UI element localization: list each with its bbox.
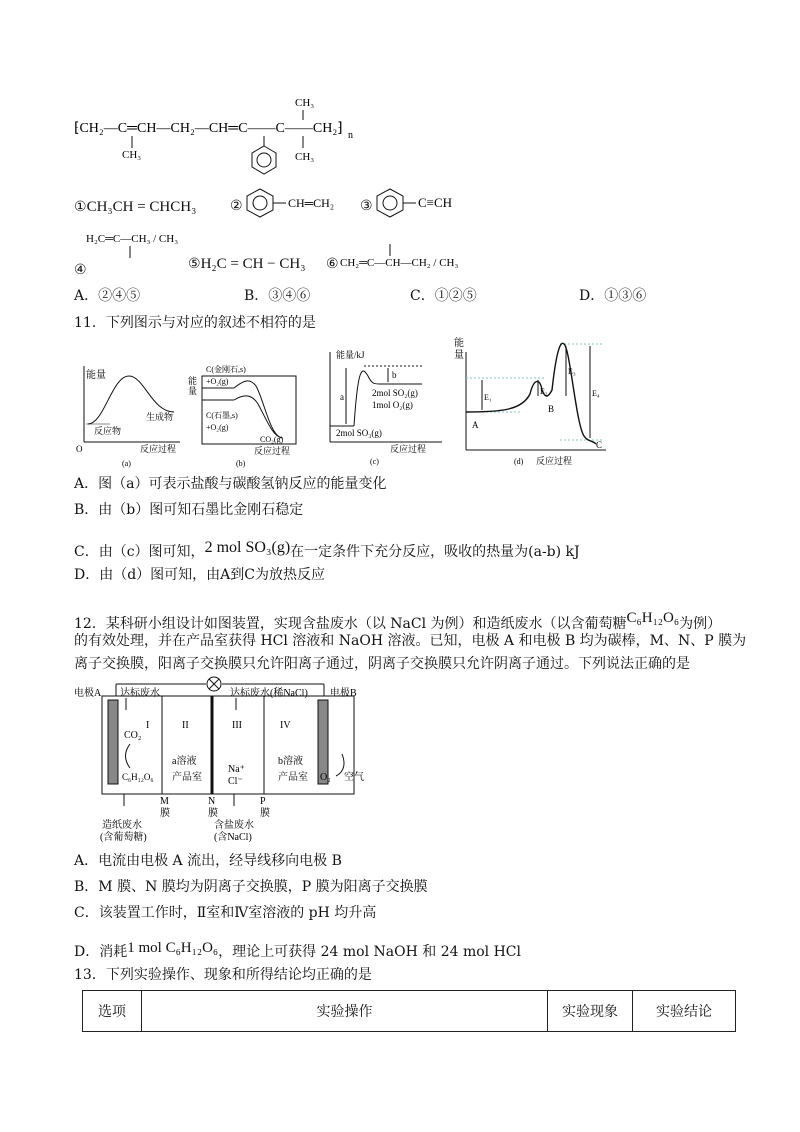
svg-text:量: 量 bbox=[454, 350, 464, 361]
svg-text:膜: 膜 bbox=[160, 808, 170, 819]
svg-text:造纸废水: 造纸废水 bbox=[102, 820, 142, 831]
q12-stem-line1: 12．某科研小组设计如图装置，实现含盐废水（以 NaCl 为例）和造纸废水（以含葡萄糖C₆H₁₂O₆为例） bbox=[74, 610, 722, 632]
svg-text:2mol SO₂(g): 2mol SO₂(g) bbox=[372, 388, 418, 398]
svg-text:II: II bbox=[182, 720, 189, 731]
svg-text:O: O bbox=[76, 444, 83, 454]
benzene-ring-icon bbox=[377, 189, 403, 217]
svg-text:量: 量 bbox=[188, 386, 198, 396]
monomer-4-structure bbox=[86, 228, 196, 274]
header-conclusion: 实验结论 bbox=[633, 991, 736, 1032]
q12-option-c[interactable]: C．该装置工作时，Ⅱ室和Ⅳ室溶液的 pH 均升高 bbox=[74, 905, 377, 921]
svg-text:CH₂═C—CH—CH₂ / CH₃: CH₂═C—CH—CH₂ / CH₃ bbox=[340, 257, 459, 269]
svg-text:a溶液: a溶液 bbox=[172, 756, 197, 767]
svg-text:+O₂(g): +O₂(g) bbox=[206, 377, 229, 386]
svg-text:膜: 膜 bbox=[260, 808, 270, 819]
svg-text:E₂: E₂ bbox=[540, 387, 548, 396]
svg-text:达标废水: 达标废水 bbox=[120, 688, 160, 699]
q11-option-a[interactable]: A．图（a）可表示盐酸与碳酸氢钠反应的能量变化 bbox=[74, 476, 387, 492]
q13-stem: 13．下列实验操作、现象和所得结论均正确的是 bbox=[74, 967, 372, 983]
q10-option-b[interactable]: B．③④⑥ bbox=[244, 288, 311, 304]
svg-text:O₂: O₂ bbox=[320, 772, 331, 783]
svg-text:(c): (c) bbox=[370, 457, 379, 466]
q10-option-c[interactable]: C．①②⑤ bbox=[410, 288, 477, 304]
monomer-6-structure bbox=[340, 230, 480, 274]
q10-option-a[interactable]: A．②④⑤ bbox=[74, 288, 141, 304]
monomer-4: ④ bbox=[74, 262, 87, 278]
header-operation: 实验操作 bbox=[142, 991, 548, 1032]
svg-text:反应过程: 反应过程 bbox=[254, 446, 291, 456]
svg-text:(b): (b) bbox=[236, 459, 246, 468]
svg-text:CH═CH₂: CH═CH₂ bbox=[288, 196, 335, 210]
q11-stem: 11．下列图示与对应的叙述不相符的是 bbox=[74, 315, 316, 331]
svg-text:电极B: 电极B bbox=[330, 688, 357, 699]
q11-option-d[interactable]: D．由（d）图可知，由A到C为放热反应 bbox=[74, 567, 326, 583]
svg-text:反应过程: 反应过程 bbox=[536, 456, 573, 466]
svg-text:能: 能 bbox=[188, 376, 198, 386]
svg-text:I: I bbox=[146, 720, 150, 731]
monomer-5: ⑤H₂C = CH − CH₃ bbox=[188, 256, 306, 272]
svg-text:反应物: 反应物 bbox=[94, 426, 122, 436]
polymer-ch3-2: CH₃ bbox=[295, 97, 315, 109]
header-option: 选项 bbox=[83, 991, 142, 1032]
figure-d bbox=[452, 334, 614, 470]
q11-option-b[interactable]: B．由（b）图可知石墨比金刚石稳定 bbox=[74, 502, 304, 518]
svg-text:N: N bbox=[208, 796, 216, 807]
svg-text:(含葡萄糖): (含葡萄糖) bbox=[100, 832, 147, 843]
monomer-3-structure bbox=[376, 186, 486, 220]
benzene-ring-icon bbox=[247, 189, 273, 217]
svg-text:含盐废水: 含盐废水 bbox=[214, 820, 254, 831]
q12-stem-line3: 离子交换膜，阳离子交换膜只允许阳离子通过，阴离子交换膜只允许阴离子通过。下列说法正确的是 bbox=[74, 656, 690, 672]
svg-text:E₁: E₁ bbox=[484, 393, 492, 402]
svg-text:P: P bbox=[260, 796, 266, 807]
svg-text:C(金刚石,s): C(金刚石,s) bbox=[206, 365, 246, 374]
polymer-chain: ⁅CH₂—C═CH—CH₂—CH═C——C——CH₂⁆ bbox=[74, 121, 343, 136]
svg-text:(a): (a) bbox=[122, 459, 131, 468]
figure-b bbox=[184, 360, 300, 470]
table-header-row bbox=[83, 991, 736, 1032]
svg-text:膜: 膜 bbox=[208, 808, 218, 819]
q12-option-b[interactable]: B．M 膜、N 膜均为阴离子交换膜，P 膜为阳离子交换膜 bbox=[74, 879, 428, 895]
svg-text:能量: 能量 bbox=[86, 370, 106, 381]
svg-text:Na⁺: Na⁺ bbox=[228, 764, 245, 775]
svg-text:生成物: 生成物 bbox=[146, 412, 174, 422]
polymer-ch3-3: CH₃ bbox=[295, 151, 315, 163]
svg-text:能: 能 bbox=[454, 338, 464, 349]
svg-text:空气: 空气 bbox=[344, 772, 364, 783]
svg-text:E₃: E₃ bbox=[568, 367, 576, 376]
svg-text:产品室: 产品室 bbox=[172, 772, 202, 783]
svg-text:电极A: 电极A bbox=[74, 688, 102, 699]
svg-text:达标废水(稀NaCl): 达标废水(稀NaCl) bbox=[230, 688, 308, 699]
monomer-2: ② bbox=[230, 198, 243, 214]
monomer-3: ③ bbox=[360, 198, 373, 214]
svg-text:C≡CH: C≡CH bbox=[418, 195, 453, 210]
svg-text:M: M bbox=[160, 796, 169, 807]
monomer-1: ①CH₃CH = CHCH₃ bbox=[74, 199, 197, 215]
polymer-n: n bbox=[348, 130, 353, 141]
svg-text:CO₂: CO₂ bbox=[124, 730, 142, 741]
svg-text:(含NaCl): (含NaCl) bbox=[214, 832, 252, 843]
q10-option-d[interactable]: D．①③⑥ bbox=[579, 288, 647, 304]
svg-text:Cl⁻: Cl⁻ bbox=[228, 776, 243, 787]
q12-option-d[interactable]: D．消耗1 mol C₆H₁₂O₆，理论上可获得 24 mol NaOH 和 24 mol HCl bbox=[74, 940, 521, 960]
svg-text:2mol SO₃(g): 2mol SO₃(g) bbox=[336, 428, 382, 438]
experiment-table bbox=[82, 990, 736, 1032]
monomer-6: ⑥ bbox=[326, 256, 339, 272]
svg-text:能量/kJ: 能量/kJ bbox=[336, 350, 365, 360]
benzene-ring-icon bbox=[252, 146, 276, 174]
figure-a bbox=[74, 362, 184, 470]
polymer-structure bbox=[70, 92, 370, 182]
monomer-2-structure bbox=[246, 186, 356, 220]
svg-text:CO₂(g): CO₂(g) bbox=[260, 435, 284, 444]
svg-text:A: A bbox=[472, 420, 479, 430]
svg-text:1mol O₂(g): 1mol O₂(g) bbox=[372, 400, 413, 410]
electrode-a bbox=[108, 700, 118, 784]
svg-text:+O₂(g): +O₂(g) bbox=[206, 423, 229, 432]
svg-text:反应过程: 反应过程 bbox=[390, 444, 427, 454]
svg-text:C(石墨,s): C(石墨,s) bbox=[206, 411, 238, 420]
svg-text:IV: IV bbox=[280, 720, 291, 731]
svg-text:E₄: E₄ bbox=[592, 389, 600, 398]
svg-text:C₆H₁₂O₆: C₆H₁₂O₆ bbox=[122, 772, 154, 782]
svg-text:(d): (d) bbox=[514, 457, 524, 466]
q11-option-c[interactable]: C．由（c）图可知，2 mol SO₃(g)在一定条件下充分反应，吸收的热量为(a-b) kJ bbox=[74, 539, 580, 560]
figure-c bbox=[318, 346, 448, 468]
svg-text:产品室: 产品室 bbox=[278, 772, 308, 783]
svg-text:B: B bbox=[548, 404, 555, 414]
polymer-ch3-1: CH₃ bbox=[122, 149, 142, 161]
svg-text:C: C bbox=[596, 440, 603, 450]
electrolysis-device bbox=[74, 676, 394, 844]
q12-option-a[interactable]: A．电流由电极 A 流出，经导线移向电极 B bbox=[74, 853, 342, 869]
header-phenomenon: 实验现象 bbox=[548, 991, 633, 1032]
svg-text:b: b bbox=[392, 370, 397, 380]
svg-text:H₂C═C—CH₃ / CH₃: H₂C═C—CH₃ / CH₃ bbox=[86, 233, 179, 245]
q12-stem-line2: 的有效处理，并在产品室获得 HCl 溶液和 NaOH 溶液。已知，电极 A 和电极 B 均为碳棒，M、N、P 膜为 bbox=[74, 633, 747, 649]
svg-text:a: a bbox=[340, 392, 344, 402]
svg-text:b溶液: b溶液 bbox=[278, 756, 303, 767]
svg-text:反应过程: 反应过程 bbox=[140, 444, 177, 454]
svg-text:III: III bbox=[232, 720, 242, 731]
